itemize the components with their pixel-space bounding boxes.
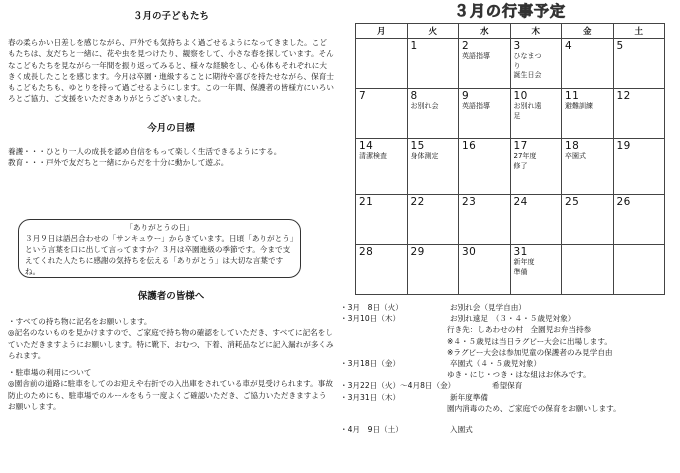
day-number: 9 xyxy=(462,90,470,102)
day-number: 5 xyxy=(616,40,624,52)
day-event: ひなまつ り 誕生日会 xyxy=(513,52,542,79)
day-number: 3 xyxy=(513,40,521,52)
goal-care: 養護・・・ ひとり一人の成長を認め自信をもって楽しく生活できるようにする。 xyxy=(8,146,282,156)
schedule-event: お別れ遠足 （３・４・５歳児対象） xyxy=(450,314,576,324)
calendar-day-cell xyxy=(562,195,614,245)
calendar-day-cell xyxy=(459,39,511,89)
calendar-week-row xyxy=(356,139,665,195)
notice1-title: ・すべての持ち物に記名をお願いします。 xyxy=(8,317,152,326)
schedule-note: ※ラグビー大会は参加児童の保護者のみ見学自由 xyxy=(447,347,613,357)
day-number: 26 xyxy=(616,196,631,208)
weekday-header: 火 xyxy=(407,24,459,39)
schedule-date: ・3月22日（火）〜4月8日（金） xyxy=(340,381,456,391)
calendar-day-cell xyxy=(510,89,562,139)
schedule-note: 園内消毒のため、ご家庭での保育をお願いします。 xyxy=(447,403,621,413)
calendar-day-cell xyxy=(510,195,562,245)
calendar-day-cell xyxy=(407,139,459,195)
day-number: 12 xyxy=(616,90,631,102)
calendar-day-cell xyxy=(562,139,614,195)
calendar-day-cell xyxy=(459,195,511,245)
calendar-body xyxy=(356,39,665,295)
day-event: 清潔検査 xyxy=(359,152,387,160)
goals-title: 今月の目標 xyxy=(147,122,195,134)
day-number: 31 xyxy=(513,246,528,258)
calendar-week-row xyxy=(356,195,665,245)
weekday-header: 金 xyxy=(562,24,614,39)
notice2-text: ◎園舎前の道路に駐車をしてのお迎えや右折での入出庫をされている車が見受けられます。事故防止のためにも、駐車場でのルールをもう一度よくご確認いただき、ご協力いただきますようお願いします。 xyxy=(8,379,333,412)
day-number: 2 xyxy=(462,40,470,52)
calendar-day-cell xyxy=(356,195,408,245)
calendar-week-row xyxy=(356,245,665,295)
schedule-date: ・3月31日（木） xyxy=(340,392,401,402)
day-number: 10 xyxy=(513,90,528,102)
weekday-header: 木 xyxy=(510,24,562,39)
schedule-item xyxy=(340,313,680,324)
calendar-day-cell xyxy=(407,39,459,89)
day-number: 8 xyxy=(410,90,418,102)
day-number: 22 xyxy=(410,196,425,208)
goal-education: 教育・・・ 戸外で友だちと一緒にからだを十分に動かして遊ぶ。 xyxy=(8,158,229,168)
calendar-day-cell xyxy=(510,245,562,295)
day-event: 27年度 修了 xyxy=(513,152,537,170)
day-number: 14 xyxy=(359,140,374,152)
calendar-day-cell xyxy=(613,245,665,295)
calendar-day-cell xyxy=(356,39,408,89)
box-text: ３月９日は語呂合わせの「サンキュウー」からきています。日頃「ありがとう」という言葉を口に出して言ってますか？３月は卒園進級の季節です。今まで支えてくれた人たちに感謝の気持ちを伝える「ありがとう」は大切な言葉ですね。 xyxy=(25,234,294,276)
day-number: 23 xyxy=(462,196,477,208)
schedule-date: ・3月 8日（火） xyxy=(340,303,403,312)
calendar-header-row xyxy=(356,24,665,39)
calendar-week-row xyxy=(356,89,665,139)
schedule-date: ・3月10日（木） xyxy=(340,314,401,324)
schedule-item xyxy=(340,424,680,435)
calendar-table xyxy=(355,23,665,295)
day-number: 11 xyxy=(565,90,580,102)
day-number: 24 xyxy=(513,196,528,208)
calendar-day-cell xyxy=(459,89,511,139)
schedule-item xyxy=(340,380,680,391)
left-column xyxy=(8,8,334,168)
parents-title: 保護者の皆様へ xyxy=(137,291,205,302)
day-number: 16 xyxy=(462,140,477,152)
calendar-title: ３月の行事予定 xyxy=(453,2,566,20)
schedule-list xyxy=(340,302,680,435)
weekday-header: 土 xyxy=(613,24,665,39)
day-number: 17 xyxy=(513,140,528,152)
box-title: 「ありがとうの日」 xyxy=(125,223,194,232)
parents-section xyxy=(8,288,334,412)
schedule-event: 入園式 xyxy=(450,425,473,435)
weekday-header: 水 xyxy=(459,24,511,39)
day-event: 新年度 準備 xyxy=(513,258,535,276)
calendar-day-cell xyxy=(407,245,459,295)
day-number: 21 xyxy=(359,196,374,208)
day-event: 身体測定 xyxy=(410,152,439,160)
notice2-title: ・駐車場の利用について xyxy=(8,368,92,378)
day-number: 15 xyxy=(410,140,425,152)
day-number: 7 xyxy=(359,90,367,102)
schedule-event: 卒園式（４・５歳児対象） xyxy=(450,359,542,369)
calendar-day-cell xyxy=(613,139,665,195)
calendar-day-cell xyxy=(407,195,459,245)
children-text: 春の柔らかい日差しを感じながら、戸外でも気持ちよく過ごせるようになってきました。こどもたちは、友だちと一緒に、花や虫を見つけたり、観察をして、小さな春を探しています。そんなこどもたちを見ながら一年間を振り返ってみると、様々な経験をし、心も体もそれぞれに大きく成長したことを感じます。今月は卒園・進級することに期待や喜びを持たせながら、保育士もこどもたちも、ゆとりを持って過ごせるようにします。この一年間、保護者の皆様方にいろいろとご協力、ご支援をいただきありがとうございました。 xyxy=(8,38,334,104)
calendar-day-cell xyxy=(613,39,665,89)
children-title: ３月の子どもたち xyxy=(132,11,209,22)
day-number: 19 xyxy=(616,140,631,152)
schedule-event: 希望保育 xyxy=(492,381,523,391)
calendar-day-cell xyxy=(562,39,614,89)
thank-you-day-box xyxy=(18,219,301,278)
schedule-note: ゆき・にじ・つき・はな組はお休みです。 xyxy=(447,370,591,380)
calendar-day-cell xyxy=(459,245,511,295)
calendar-day-cell xyxy=(510,39,562,89)
calendar-day-cell xyxy=(459,139,511,195)
day-event: 英語指導 xyxy=(462,102,490,110)
day-number: 4 xyxy=(565,40,573,52)
day-event: 英語指導 xyxy=(462,52,490,60)
schedule-item xyxy=(340,358,680,369)
day-number: 1 xyxy=(410,40,418,52)
weekday-header: 月 xyxy=(356,24,408,39)
calendar-day-cell xyxy=(613,195,665,245)
calendar-day-cell xyxy=(613,89,665,139)
schedule-date: ・4月 9日（土） xyxy=(340,425,403,435)
calendar-day-cell xyxy=(356,89,408,139)
day-number: 30 xyxy=(462,246,477,258)
notice1-text: ◎記名のないものを見かけますので、ご家庭で持ち物の確認をしていただき、すべてに記名をしていただきますようにお願いします。特に靴下、おむつ、下着、消耗品などに記入漏れが多くみられます。 xyxy=(8,328,334,360)
calendar-day-cell xyxy=(562,245,614,295)
schedule-event: 新年度準備 xyxy=(450,392,488,402)
day-number: 29 xyxy=(410,246,425,258)
schedule-item xyxy=(340,302,680,313)
schedule-event: お別れ会（見学自由） xyxy=(450,303,526,312)
schedule-item xyxy=(340,392,680,403)
day-event: 卒園式 xyxy=(565,152,586,160)
calendar-day-cell xyxy=(356,139,408,195)
schedule-note: ※４・５歳児は当日ラグビー大会に出場します。 xyxy=(447,336,612,346)
calendar-day-cell xyxy=(510,139,562,195)
schedule-note: 行き先：しあわせの村 全園児お弁当持参 xyxy=(447,325,592,335)
calendar-week-row xyxy=(356,39,665,89)
day-number: 25 xyxy=(565,196,580,208)
day-event: お別れ会 xyxy=(410,102,439,110)
calendar-day-cell xyxy=(356,245,408,295)
calendar-day-cell xyxy=(407,89,459,139)
day-event: お別れ遠 足 xyxy=(513,102,542,120)
day-event: 避難訓練 xyxy=(565,102,593,110)
day-number: 18 xyxy=(565,140,580,152)
schedule-date: ・3月18日（金） xyxy=(340,359,401,369)
day-number: 28 xyxy=(359,246,374,258)
calendar-day-cell xyxy=(562,89,614,139)
